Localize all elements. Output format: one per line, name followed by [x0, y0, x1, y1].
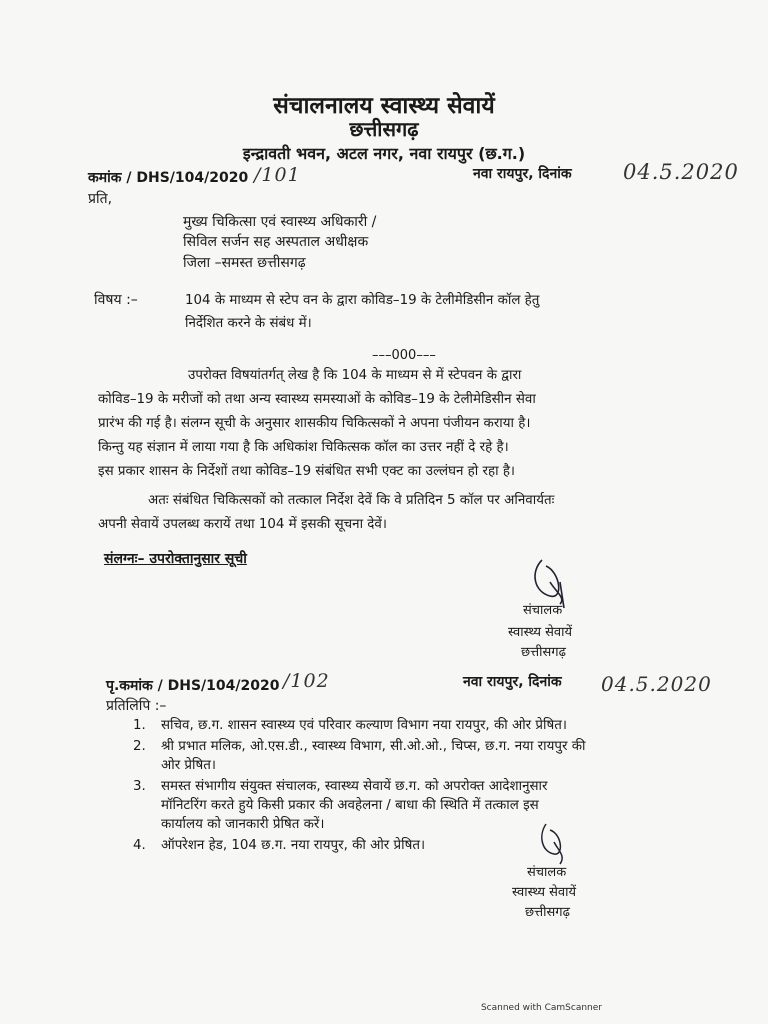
paragraph-line: इस प्रकार शासन के निर्देशों तथा कोविड–19 संबंधित सभी एक्ट का उल्लंघन हो रहा है। — [98, 464, 516, 479]
signature-state: छत्तीसगढ़ — [525, 905, 570, 920]
list-item — [133, 777, 693, 834]
letter-reference: कमांक / DHS/104/2020 — [88, 170, 249, 186]
list-item-text: मॉनिटरिंग करते हुये किसी प्रकार की अवहेलना / बाधा की स्थिति में तत्काल इस — [161, 798, 539, 813]
recipient-line: मुख्य चिकित्सा एवं स्वास्थ्य अधिकारी / — [183, 214, 377, 230]
body-paragraph-1 — [98, 364, 688, 484]
subject-line: 104 के माध्यम से स्टेप वन के द्वारा कोविड–19 के टेलीमेडिसीन कॉल हेतु — [185, 293, 540, 308]
office-title: संचालनालय स्वास्थ्य सेवायें — [273, 93, 495, 119]
paragraph-line: अपनी सेवायें उपलब्ध करायें तथा 104 में इसकी सूचना देवें। — [98, 517, 387, 532]
list-item-text: ऑपरेशन हेड, 104 छ.ग. नया रायपुर, की ओर प्रेषित। — [161, 838, 426, 853]
list-item-number: 3. — [133, 779, 146, 794]
signature-department: स्वास्थ्य सेवायें — [512, 885, 577, 900]
to-label: प्रति, — [88, 191, 113, 207]
list-item — [133, 716, 693, 735]
list-item-text: श्री प्रभात मलिक, ओ.एस.डी., स्वास्थ्य विभाग, सी.ओ.ओ., चिप्स, छ.ग. नया रायपुर की — [161, 739, 586, 754]
copy-reference: पृ.कमांक / DHS/104/2020 — [106, 678, 280, 694]
recipient-line: सिविल सर्जन सह अस्पताल अधीक्षक — [183, 234, 369, 250]
state-title: छत्तीसगढ़ — [349, 117, 419, 141]
separator: –––000––– — [372, 348, 436, 363]
subject-line: निर्देशित करने के संबंध में। — [185, 316, 312, 331]
list-item-text: कार्यालय को जानकारी प्रेषित करें। — [161, 817, 325, 832]
letter-reference-handwritten: /101 — [254, 164, 301, 186]
list-item-number: 1. — [133, 718, 146, 733]
letter-place-date: नवा रायपुर, दिनांक — [473, 166, 572, 182]
copy-place-date: नवा रायपुर, दिनांक — [463, 674, 562, 690]
list-item — [133, 836, 693, 855]
copy-list — [133, 716, 693, 857]
copy-date-handwritten: 04.5.2020 — [601, 672, 712, 696]
enclosure-note: संलग्नः– उपरोक्तानुसार सूची — [104, 551, 247, 567]
signature-mark — [528, 818, 588, 868]
letter-date-handwritten: 04.5.2020 — [623, 160, 739, 184]
paragraph-line: कोविड–19 के मरीजों को तथा अन्य स्वास्थ्य समस्याओं के कोविड–19 के टेलीमेडिसीन सेवा — [98, 392, 536, 407]
signature-designation: संचालक — [527, 865, 567, 880]
recipient-line: जिला –समस्त छत्तीसगढ़ — [183, 255, 306, 271]
signature-designation: संचालक — [523, 603, 563, 618]
signature-state: छत्तीसगढ़ — [521, 645, 566, 660]
paragraph-line: प्रारंभ की गई है। संलग्न सूची के अनुसार शासकीय चिकित्सकों ने अपना पंजीयन कराया है। — [98, 416, 531, 431]
office-address: इन्द्रावती भवन, अटल नगर, नवा रायपुर (छ.ग.) — [242, 144, 526, 163]
list-item-number: 2. — [133, 739, 146, 754]
list-item — [133, 737, 693, 775]
paragraph-line: किन्तु यह संज्ञान में लाया गया है कि अधिकांश चिकित्सक कॉल का उत्तर नहीं दे रहे है। — [98, 440, 509, 455]
body-paragraph-2 — [98, 489, 688, 537]
paragraph-line: उपरोक्त विषयांतर्गत् लेख है कि 104 के माध्यम से में स्टेपवन के द्वारा — [188, 368, 522, 383]
paragraph-line: अतः संबंधित चिकित्सकों को तत्काल निर्देश देवें कि वे प्रतिदिन 5 कॉल पर अनिवार्यतः — [148, 493, 555, 508]
list-item-text: समस्त संभागीय संयुक्त संचालक, स्वास्थ्य सेवायें छ.ग. को अपरोक्त आदेशानुसार — [161, 779, 548, 794]
copy-label: प्रतिलिपि :– — [106, 698, 167, 714]
signature-department: स्वास्थ्य सेवायें — [508, 625, 573, 640]
list-item-text: ओर प्रेषित। — [161, 758, 216, 773]
scanner-watermark: Scanned with CamScanner — [480, 1003, 602, 1013]
subject-label: विषय :– — [94, 292, 138, 308]
copy-reference-handwritten: /102 — [283, 670, 330, 692]
list-item-text: सचिव, छ.ग. शासन स्वास्थ्य एवं परिवार कल्याण विभाग नया रायपुर, की ओर प्रेषित। — [161, 718, 567, 733]
list-item-number: 4. — [133, 838, 146, 853]
